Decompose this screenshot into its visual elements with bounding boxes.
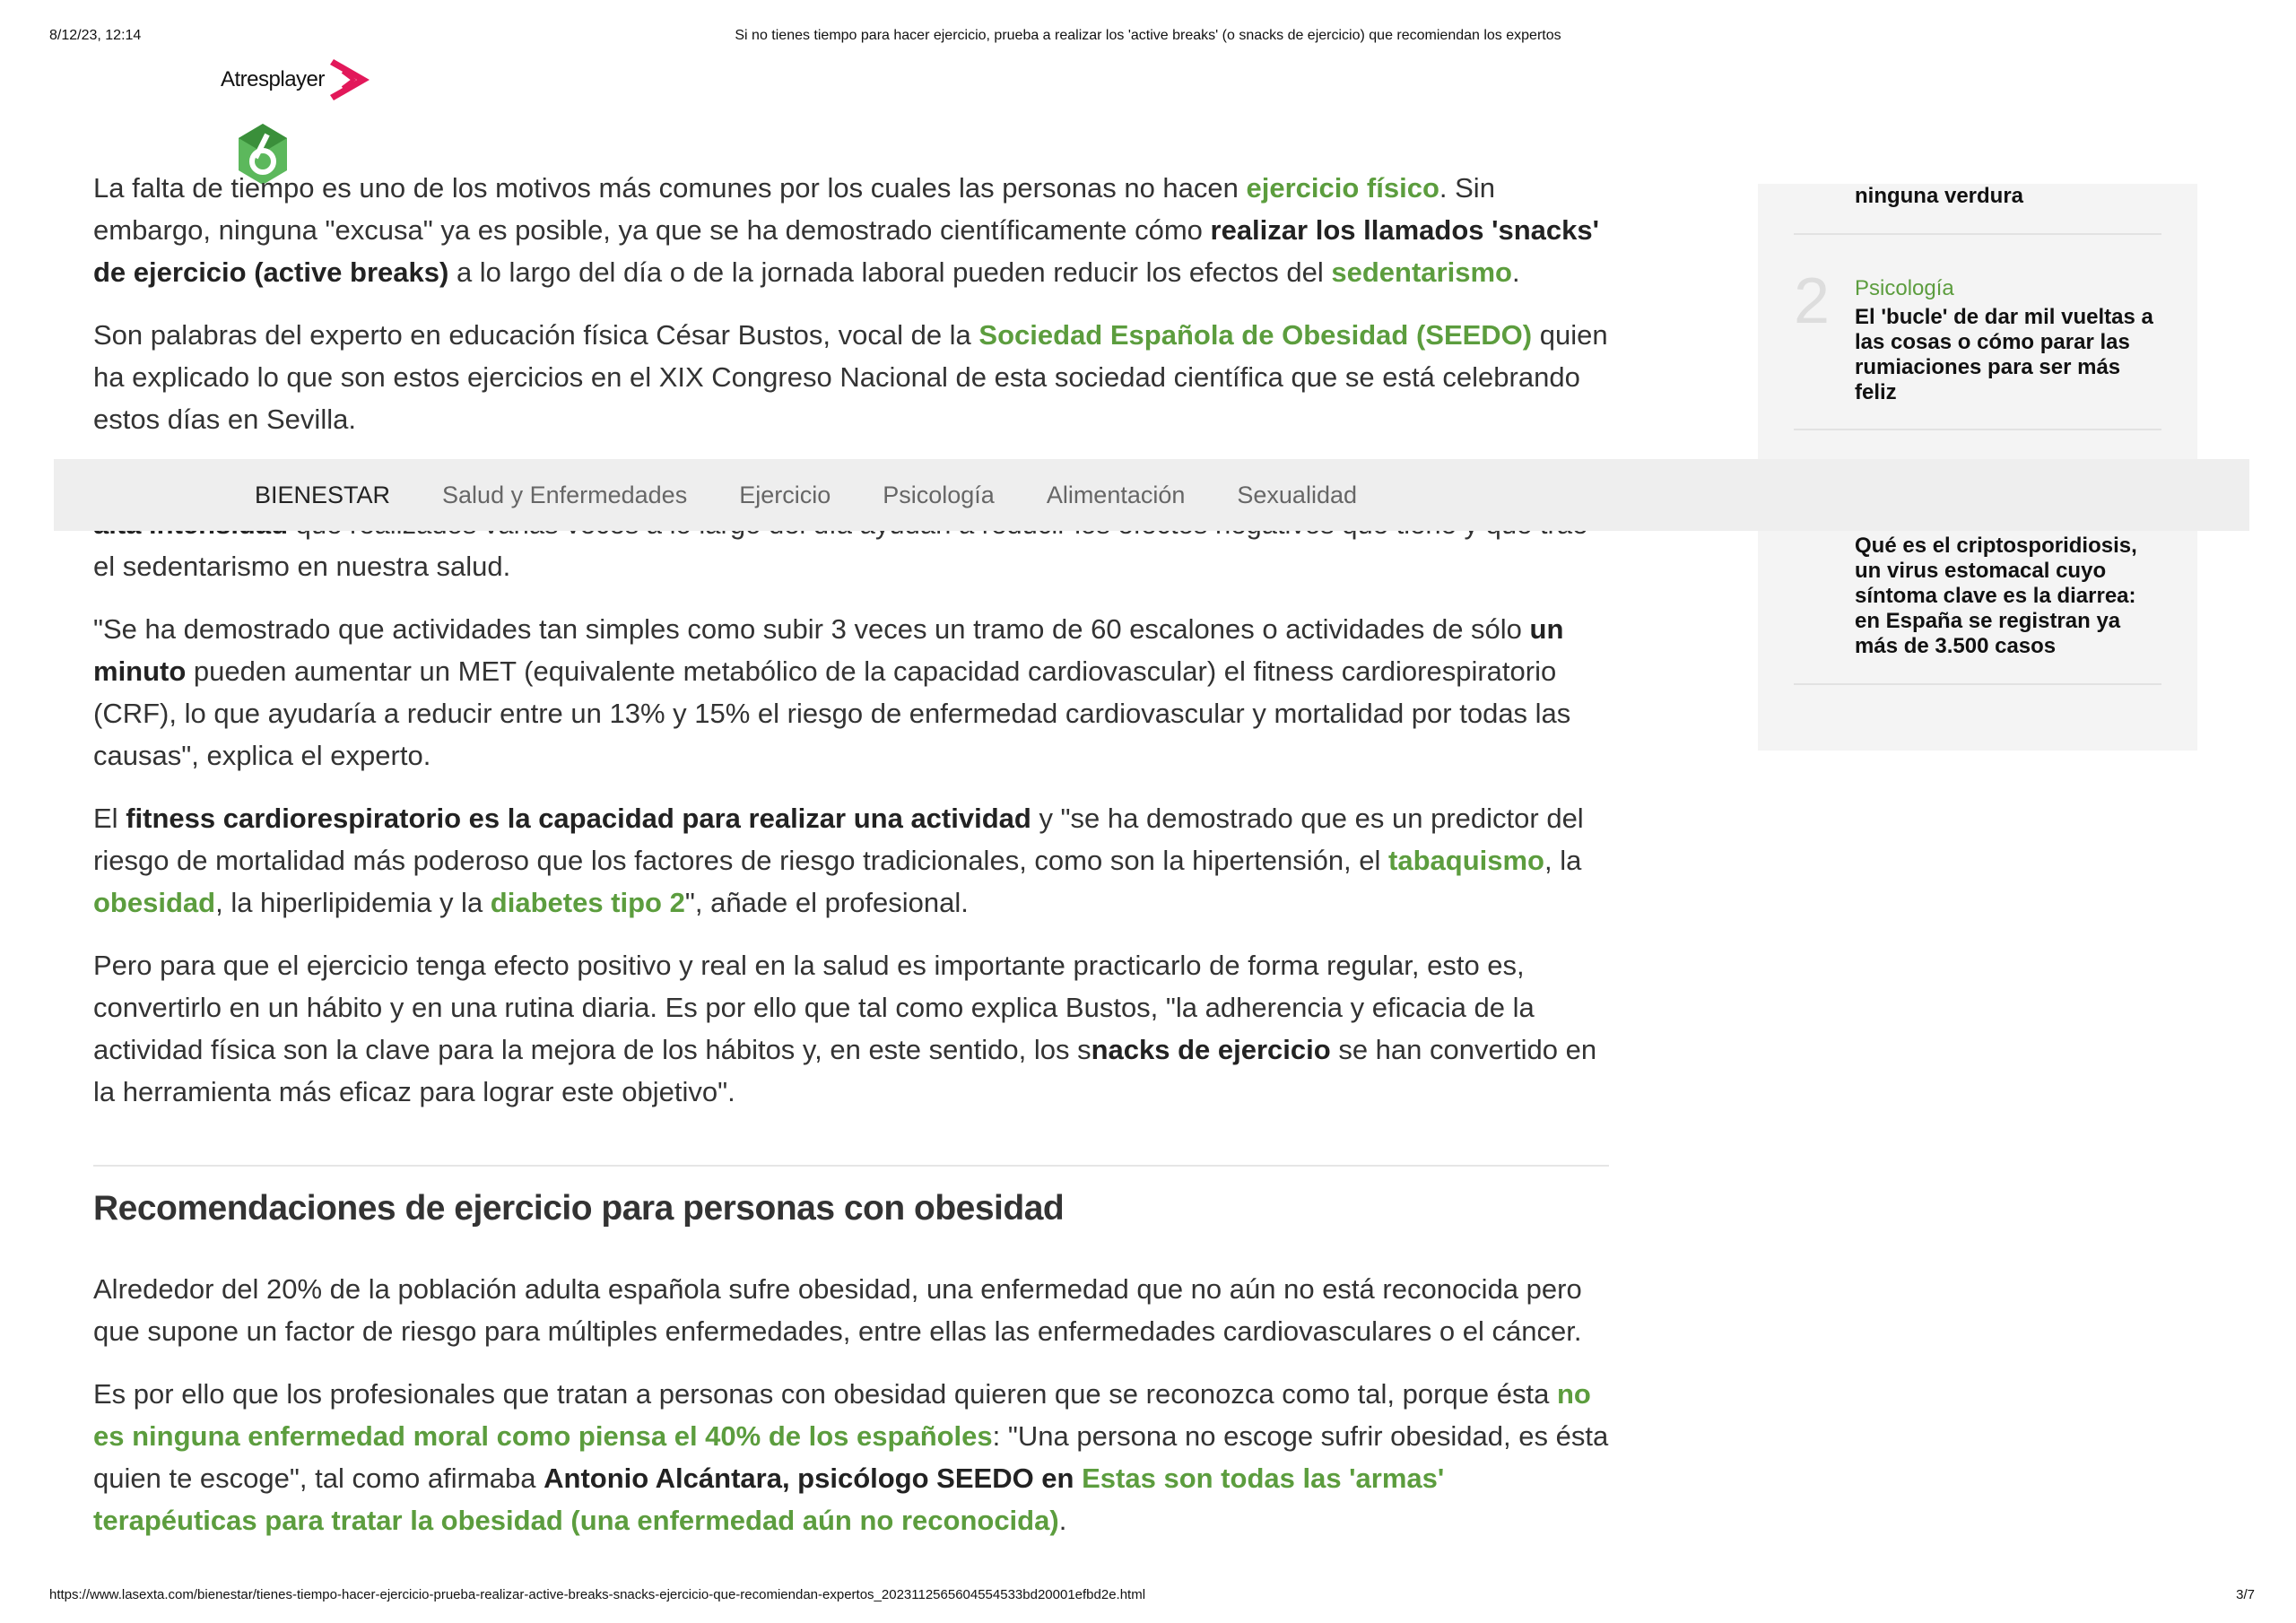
- article-body: [93, 167, 1609, 1113]
- link-obesidad[interactable]: obesidad: [93, 887, 216, 918]
- section-nav: [54, 459, 2249, 531]
- nav-item-alimentacion[interactable]: Alimentación: [1046, 481, 1186, 508]
- sidebar-divider: [1794, 683, 2161, 685]
- nav-item-salud[interactable]: Salud y Enfermedades: [442, 481, 688, 508]
- sidebar-divider: [1794, 233, 2161, 235]
- link-ejercicio-fisico[interactable]: ejercicio físico: [1246, 172, 1439, 204]
- section-heading: Recomendaciones de ejercicio para personas con obesidad: [93, 1189, 1065, 1228]
- link-enfermedad-moral[interactable]: no es ninguna enfermedad moral como piensa el 40% de los españoles: [93, 1378, 1591, 1452]
- sidebar-item-category[interactable]: Psicología: [1855, 276, 1954, 300]
- article-paragraph: Alrededor del 20% de la población adulta española sufre obesidad, una enfermedad que no aún no está reconocida pero que supone un factor de riesgo para múltiples enfermedades, entre ellas las enfermedades cardiovasculares o el cáncer.: [93, 1273, 1582, 1347]
- link-armas-terapeuticas[interactable]: Estas son todas las 'armas' terapéuticas para tratar la obesidad (una enfermedad aún no reconocida): [93, 1462, 1445, 1536]
- link-sedentarismo[interactable]: sedentarismo: [1331, 256, 1512, 288]
- nav-item-sexualidad[interactable]: Sexualidad: [1237, 481, 1357, 508]
- sidebar-divider: [1794, 429, 2161, 430]
- link-diabetes-tipo-2[interactable]: diabetes tipo 2: [490, 887, 685, 918]
- article-paragraph: "Se ha demostrado que actividades tan simples como subir 3 veces un tramo de 60 escalones o actividades de sólo un minuto pueden aumentar un MET (equivalente metabólico de la capacidad cardiovascular) el fitness cardiorespiratorio (CRF), lo que ayudaría a reducir entre un 13% y 15% el riesgo de enfermedad cardiovascular y mortalidad por todas las causas", explica el experto.: [93, 613, 1571, 771]
- sidebar-item-title[interactable]: ninguna verdura: [1855, 184, 2024, 208]
- print-page-number: 3/7: [2236, 1587, 2255, 1602]
- print-datetime: 8/12/23, 12:14: [49, 28, 142, 43]
- article-paragraph: La falta de tiempo es uno de los motivos más comunes por los cuales las personas no hacen ejercicio físico. Sin embargo, ninguna "excusa" ya es posible, ya que se ha demostrado científicamente cómo realizar los llamados 'snacks' de ejercicio (active breaks) a lo largo del día o de la jornada laboral pueden reducir los efectos del sedentarismo.: [93, 172, 1599, 288]
- section-divider: [93, 1165, 1609, 1167]
- print-page-title: Si no tienes tiempo para hacer ejercicio, prueba a realizar los 'active breaks' (o snacks de ejercicio) que recomiendan los expertos: [735, 28, 1561, 43]
- brand-name: Atresplayer: [221, 67, 325, 91]
- nav-item-ejercicio[interactable]: Ejercicio: [739, 481, 831, 508]
- print-url: https://www.lasexta.com/bienestar/tienes-tiempo-hacer-ejercicio-prueba-realizar-active-breaks-snacks-ejercicio-que-recomiendan-expertos_2023112565604554533bd20001efbd2e.html: [49, 1587, 1146, 1602]
- sidebar-item-title[interactable]: El 'bucle' de dar mil vueltas a las cosas o cómo parar las rumiaciones para ser más feliz: [1855, 305, 2153, 404]
- article-paragraph: Pero para que el ejercicio tenga efecto positivo y real en la salud es importante practicarlo de forma regular, esto es, convertirlo en un hábito y en una rutina diaria. Es por ello que tal como explica Bustos, "la adherencia y eficacia de la actividad física son la clave para la mejora de los hábitos y, en este sentido, los snacks de ejercicio se han convertido en la herramienta más eficaz para lograr este objetivo".: [93, 950, 1597, 1107]
- article-paragraph: Son palabras del experto en educación física César Bustos, vocal de la Sociedad Española de Obesidad (SEEDO) quien ha explicado lo que son estos ejercicios en el XIX Congreso Nacional de esta sociedad científica que se está celebrando estos días en Sevilla.: [93, 319, 1608, 435]
- link-seedo[interactable]: Sociedad Española de Obesidad (SEEDO): [978, 319, 1533, 351]
- article-paragraph: El fitness cardiorespiratorio es la capacidad para realizar una actividad y "se ha demostrado que es un predictor del riesgo de mortalidad más poderoso que los factores de riesgo tradicionales, como son la hipertensión, el tabaquismo, la obesidad, la hiperlipidemia y la diabetes tipo 2", añade el profesional.: [93, 803, 1584, 918]
- article-body-continued: [93, 1268, 1609, 1541]
- nav-item-psicologia[interactable]: Psicología: [883, 481, 995, 508]
- article-paragraph: el sedentarismo en nuestra salud.: [93, 551, 511, 582]
- article-paragraph: Es por ello que los profesionales que tratan a personas con obesidad quieren que se reconozca como tal, porque ésta no es ninguna enfermedad moral como piensa el 40% de los españoles: "Una persona no escoge sufrir obesidad, es ésta quien te escoge", tal como afirmaba Antonio Alcántara, psicólogo SEEDO en Estas son todas las 'armas' terapéuticas para tratar la obesidad (una enfermedad aún no reconocida).: [93, 1378, 1609, 1536]
- link-tabaquismo[interactable]: tabaquismo: [1388, 845, 1544, 876]
- atresplayer-link[interactable]: [221, 56, 377, 104]
- sidebar-item-title[interactable]: Qué es el criptosporidiosis, un virus estomacal cuyo síntoma clave es la diarrea: en España se registran ya más de 3.500 casos: [1855, 534, 2137, 658]
- sidebar-rank-number: 2: [1794, 265, 1831, 337]
- atresplayer-logo-icon: [326, 56, 377, 104]
- nav-section-bienestar[interactable]: BIENESTAR: [255, 481, 391, 508]
